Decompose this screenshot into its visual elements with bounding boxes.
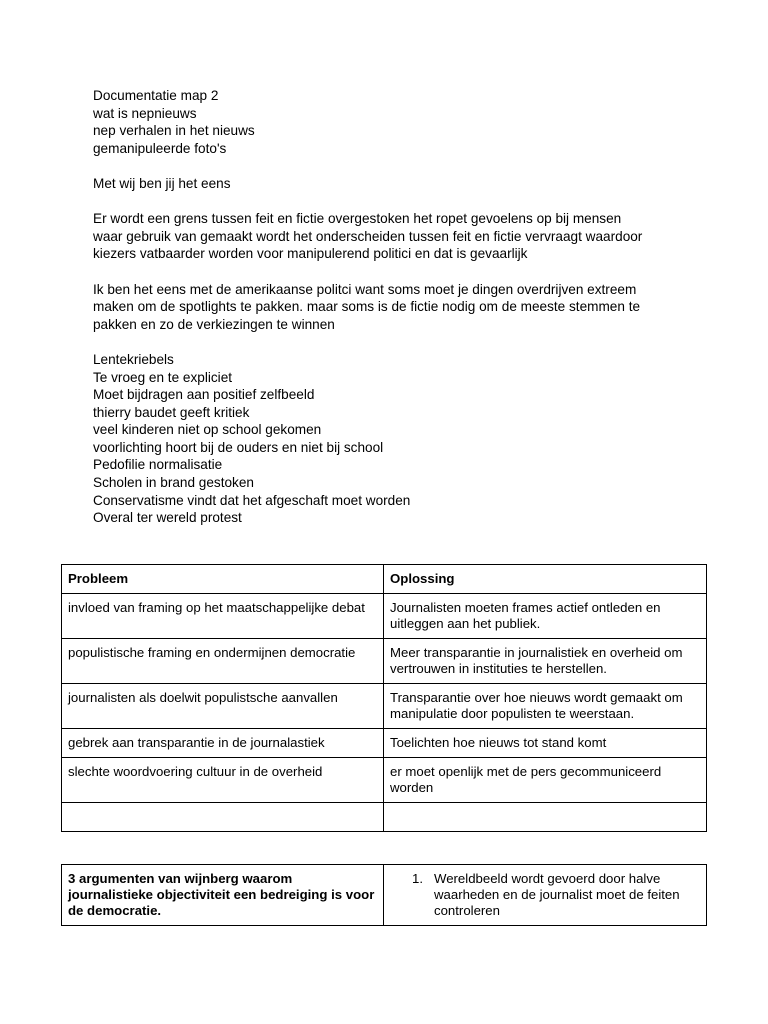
table-cell (62, 803, 384, 832)
table-row (62, 684, 707, 729)
table-cell: Toelichten hoe nieuws tot stand komt (384, 729, 707, 758)
doc-title: Documentatie map 2 (93, 88, 219, 103)
note-item: Lentekriebels (93, 351, 174, 367)
paragraph (93, 210, 693, 263)
note-item: voorlichting hoort bij de ouders en niet bij school (93, 439, 384, 455)
table-row (62, 758, 707, 803)
doc-line: nep verhalen in het nieuws (93, 123, 255, 139)
doc-line: waar gebruik van gemaakt wordt het onderscheiden tussen feit en fictie vervraagt waardoor (93, 228, 643, 244)
note-item: Conservatisme vindt dat het afgeschaft moet worden (93, 492, 411, 508)
doc-line: kiezers vatbaarder worden voor manipulerend politici en dat is gevaarlijk (93, 246, 528, 262)
doc-line: Er wordt een grens tussen feit en fictie overgestoken het ropet gevoelens op bij mensen (93, 211, 622, 227)
problem-solution-table (61, 564, 707, 832)
table-cell: Meer transparantie in journalistiek en overheid om vertrouwen in instituties te herstellen. (384, 639, 707, 684)
header-probleem: Probleem (62, 565, 384, 594)
note-item: Overal ter wereld protest (93, 510, 242, 526)
table-cell: journalisten als doelwit populistsche aanvallen (62, 684, 384, 729)
table-cell (384, 803, 707, 832)
note-item: veel kinderen niet op school gekomen (93, 422, 322, 438)
note-item: Moet bijdragen aan positief zelfbeeld (93, 387, 315, 403)
note-item: Te vroeg en te expliciet (93, 369, 233, 385)
arguments-list (384, 865, 707, 926)
arguments-table (61, 864, 707, 926)
header-oplossing: Oplossing (384, 565, 707, 594)
doc-line: Ik ben het eens met de amerikaanse politci want soms moet je dingen overdrijven extreem (93, 281, 637, 297)
note-item: Scholen in brand gestoken (93, 475, 254, 491)
list-item (390, 871, 700, 919)
table-header-row (62, 565, 707, 594)
table-row (62, 865, 707, 926)
table-cell: invloed van framing op het maatschappelijke debat (62, 594, 384, 639)
table-row (62, 594, 707, 639)
doc-line: Met wij ben jij het eens (93, 175, 231, 191)
doc-line: pakken en zo de verkiezingen te winnen (93, 316, 335, 332)
doc-line: maken om de spotlights te pakken. maar soms is de fictie nodig om de meeste stemmen te (93, 299, 641, 315)
table-row (62, 729, 707, 758)
list-text: Wereldbeeld wordt gevoerd door halve waarheden en de journalist moet de feiten controleren (434, 871, 680, 918)
table-cell: populistische framing en ondermijnen democratie (62, 639, 384, 684)
note-item: thierry baudet geeft kritiek (93, 404, 250, 420)
table-cell: er moet openlijk met de pers gecommuniceerd worden (384, 758, 707, 803)
doc-line: wat is nepnieuws (93, 105, 197, 121)
arguments-heading: 3 argumenten van wijnberg waarom journalistieke objectiviteit een bedreiging is voor de democratie. (62, 865, 384, 926)
table-cell: slechte woordvoering cultuur in de overheid (62, 758, 384, 803)
table-row-empty (62, 803, 707, 832)
table-row (62, 639, 707, 684)
table-cell: gebrek aan transparantie in de journalastiek (62, 729, 384, 758)
document-text (93, 87, 693, 544)
list-number: 1. (412, 871, 423, 886)
paragraph (93, 281, 693, 334)
doc-line: gemanipuleerde foto's (93, 140, 227, 156)
note-item: Pedofilie normalisatie (93, 457, 223, 473)
title-block (93, 87, 693, 157)
table-cell: Journalisten moeten frames actief ontleden en uitleggen aan het publiek. (384, 594, 707, 639)
statement (93, 175, 693, 193)
table-cell: Transparantie over hoe nieuws wordt gemaakt om manipulatie door populisten te weerstaan. (384, 684, 707, 729)
notes-list (93, 351, 693, 527)
